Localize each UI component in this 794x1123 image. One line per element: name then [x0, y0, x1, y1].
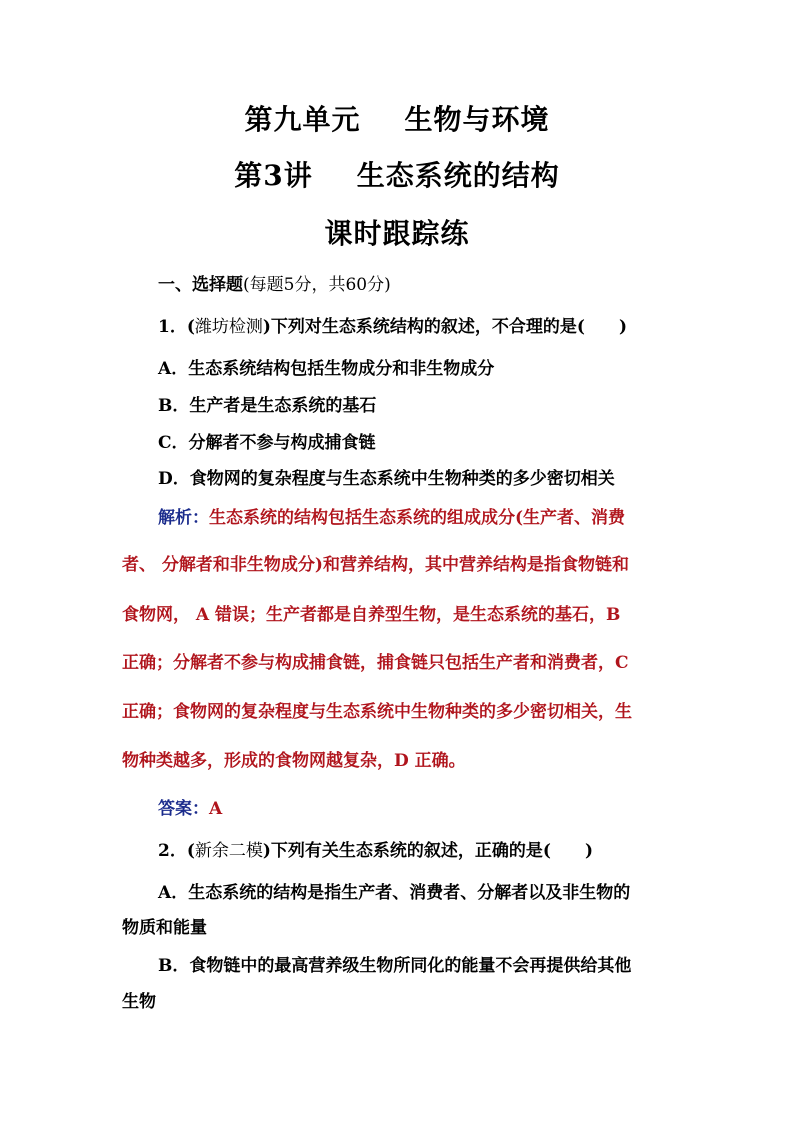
answer-value: A	[209, 799, 223, 819]
question-2-source: 新余二模	[194, 841, 263, 861]
unit-title-topic: 生物与环境	[404, 103, 550, 136]
question-1-analysis-line-4: 正确；分解者不参与构成捕食链，捕食链只包括生产者和消费者，C	[122, 653, 629, 673]
question-1-analysis-line-3: 食物网， A 错误；生产者都是自养型生物，是生态系统的基石，B	[122, 605, 621, 625]
question-2-stem	[158, 836, 718, 861]
section-label: 一、选择题	[158, 275, 243, 295]
question-1-option-d: D．食物网的复杂程度与生态系统中生物种类的多少密切相关	[158, 469, 615, 489]
lecture-title-topic: 生态系统的结构	[356, 159, 560, 192]
analysis-label: 解析：	[158, 508, 209, 528]
answer-label: 答案：	[158, 799, 209, 819]
question-2-option-b-line-1: B．食物链中的最高营养级生物所同化的能量不会再提供给其他	[158, 956, 632, 976]
question-1-option-a: A．生态系统结构包括生物成分和非生物成分	[158, 359, 495, 379]
question-1-number: 1．(	[158, 317, 195, 337]
question-1-source: 潍坊检测	[194, 317, 263, 337]
question-1-analysis-line-1	[158, 503, 718, 528]
unit-title-number: 第九单元	[244, 103, 361, 136]
unit-title	[0, 98, 794, 138]
question-1-analysis-line-6: 物种类越多，形成的食物网越复杂，D 正确。	[122, 751, 466, 771]
section-note: (每题5分，共60分)	[243, 275, 391, 295]
lecture-title-number: 第3讲	[234, 159, 313, 192]
question-1-option-b: B．生产者是生态系统的基石	[158, 396, 377, 416]
page-subtitle: 课时跟踪练	[324, 217, 470, 250]
question-1-analysis-line-5: 正确；食物网的复杂程度与生态系统中生物种类的多少密切相关，生	[122, 702, 632, 722]
question-2-text: )下列有关生态系统的叙述，正确的是( )	[262, 841, 594, 861]
lecture-title	[0, 154, 794, 194]
question-2-option-a-line-2: 物质和能量	[122, 918, 207, 938]
question-1-text: )下列对生态系统结构的叙述，不合理的是( )	[262, 317, 628, 337]
question-1-option-c: C．分解者不参与构成捕食链	[158, 433, 376, 453]
question-1-stem	[158, 312, 718, 337]
question-2-number: 2．(	[158, 841, 195, 861]
question-2-option-b-line-2: 生物	[122, 992, 156, 1012]
analysis-text-1: 生态系统的结构包括生态系统的组成成分(生产者、消费	[209, 508, 626, 528]
question-2-option-a-line-1: A．生态系统的结构是指生产者、消费者、分解者以及非生物的	[158, 883, 631, 903]
question-1-answer	[158, 794, 718, 819]
question-1-analysis-line-2: 者、 分解者和非生物成分)和营养结构，其中营养结构是指食物链和	[122, 555, 629, 575]
section-heading	[158, 270, 718, 295]
